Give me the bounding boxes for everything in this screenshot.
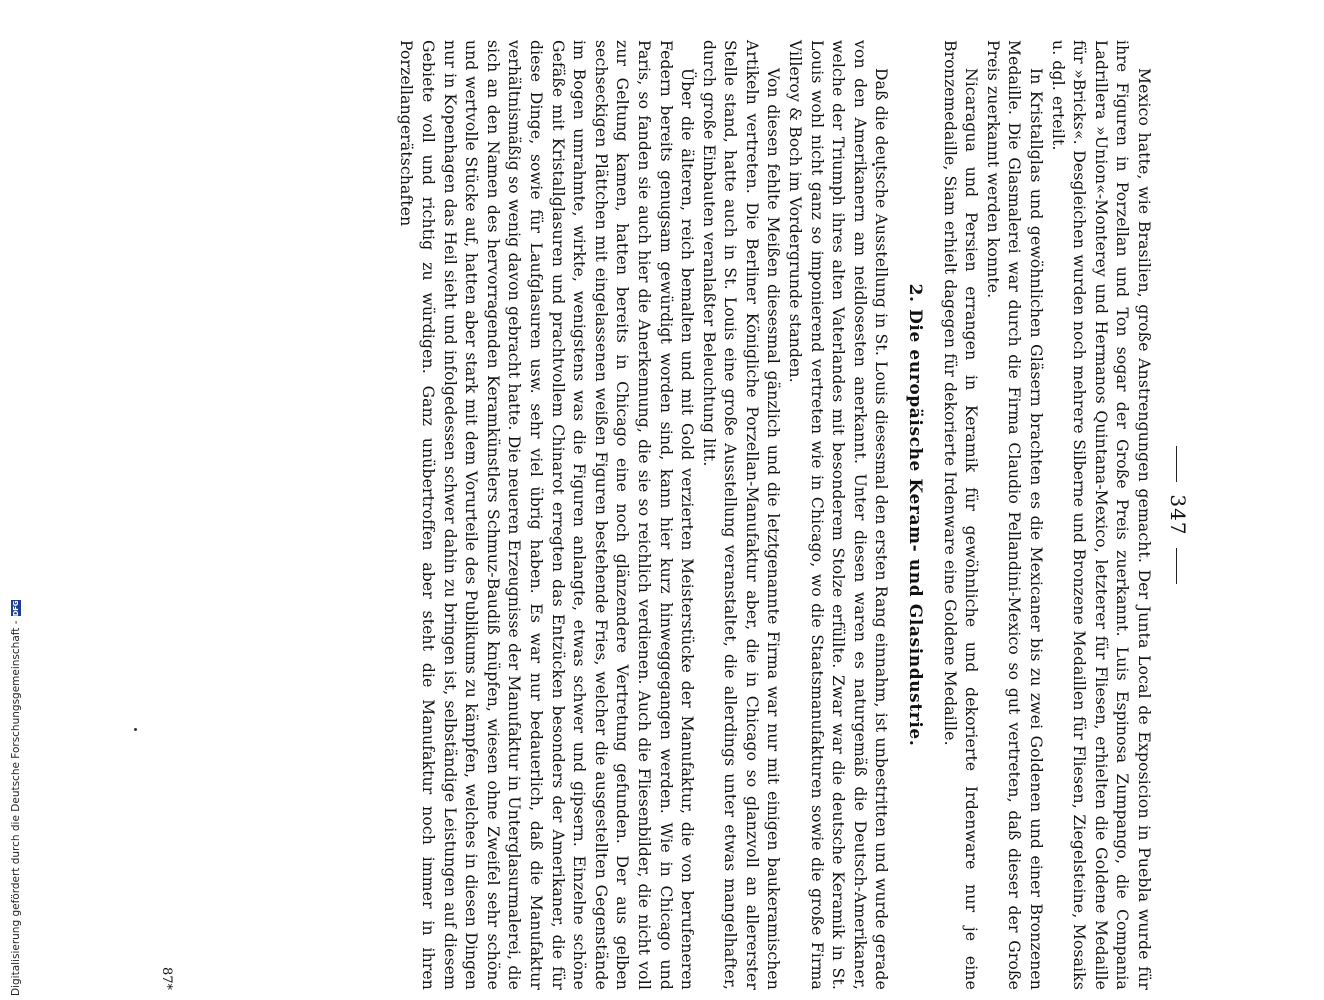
page-header [1166,40,1190,990]
paragraph: Mexico hatte, wie Brasilien, große Anstrengungen gemacht. Der Junta Local de Exposicion in Puebla wurde für ihre Figuren in Porzellan und Ton sogar der Große Preis zuerkannt. Luis Espinosa Zumpango, die Compania Ladrillera »Union«-Monterey und Hermanos Quintana-Mexico, letzterer für Fliesen, erhielten die Goldene Medaille für »Bricks«. Desgleichen wurden noch mehrere Silberne und Bronzene Medaillen für Fliesen, Ziegelsteine, Mosaiks u. dgl. erteilt. [1048,40,1153,990]
page-number: 347 [1166,494,1190,536]
header-rule [1176,548,1177,584]
paragraph: Von diesen fehlte Meißen diesesmal gänzlich und die letztgenannte Firma war nur mit einigen baukeramischen Artikeln vertreten. Die Berliner Königliche Porzellan-Manufaktur aber, die in Chicago so glanzvoll an allererster Stelle stand, hatte auch in St. Louis eine große Ausstellung veranstaltet, die allerdings unter etwas mangelhafter, durch große Einbauten veranlaßter Beleuchtung litt. [699,40,783,990]
page-body [154,40,1154,990]
header-rule [1176,446,1177,482]
paragraph: In Kristallglas und gewöhnlichen Gläsern brachten es die Mexicaner bis zu zwei Goldenen und einer Bronzenen Medaille. Die Glasmalerei war durch die Firma Claudio Pellandini-Mexico so gut vertreten, daß dieser der Große Preis zuerkannt werden konnte. [983,40,1046,990]
book-page [120,40,1190,990]
paragraph: Nicaragua und Persien errangen in Keramik für gewöhnliche und dekorierte Irdenware nur je eine Bronzemedaille, Siam erhielt dagegen für dekorierte Irdenware eine Goldene Medaille. [940,40,981,990]
digitization-credit [0,0,20,1000]
credit-text: Digitalisierung gefördert durch die Deutsche Forschungsgemeinschaft - [10,620,22,996]
dfg-logo-icon: DFG [12,600,20,617]
paragraph: Daß die deutsche Ausstellung in St. Louis diesesmal den ersten Rang einnahm, ist unbestritten und wurde gerade von den Amerikanern am neidlosesten anerkannt. Unter diesen waren es naturgemäß die Deutsch-Amerikaner, welche der Triumph ihres alten Vaterlandes mit besonderem Stolze erfüllte. Zwar war die deutsche Keramik in St. Louis wohl nicht ganz so imponierend vertreten wie in Chicago, wo die Staatsmanufakturen sowie die große Firma Villeroy & Boch im Vordergrunde standen. [786,40,891,990]
section-heading: 2. Die europäische Keram- und Glasindustrie. [905,283,926,747]
paragraph: Über die älteren, reich bemalten und mit Gold verzierten Meisterstücke der Manufaktur, die von berufeneren Federn bereits genugsam gewürdigt worden sind, kann hier kurz hinweggegangen werden. Wie in Chicago und Paris, so fanden sie auch hier die Anerkennung, die sie so reichlich verdienen. Auch die Fliesenbilder, die nicht voll zur Geltung kamen, hatten bereits in Chicago eine noch glänzendere Vertretung gefunden. Der aus gelben sechseckigen Plättchen mit eingelassenen weißen Figuren bestehende Fries, welcher die ausgestellten Gegenstände im Bogen umrahmte, wirkte, wenigstens was die Figuren anlangte, etwas schwer und gipsern. Einzelne schöne Gefäße mit Kristallglasuren und prachtvollem Chinarot erregten das Entzücken besonders der Amerikaner, die für diese Dinge, sowie für Laufglasuren usw. sehr viel übrig haben. Es war nur bedauerlich, daß die Manufaktur verhältnismäßig so wenig davon gebracht hatte. Die neueren Erzeugnisse der Manufaktur in Unterglasurmalerei, die sich an den Namen des hervorragenden Keramkünstlers Schmuz-Baudiß knüpfen, wiesen ohne Zweifel sehr schöne und wertvolle Stücke auf, hatten aber stark mit dem Vorurteile des Publikums zu kämpfen, welches in diesen Dingen nur in Kopenhagen das Heil sieht und infolgedessen schwer dahin zu bringen ist, selbständige Leistungen auf diesem Gebiete voll und richtig zu würdigen. Ganz unübertroffen aber steht die Manufaktur noch immer in ihren Porzellangerätschaften [397,40,697,990]
signature-mark: 87* [159,966,174,990]
